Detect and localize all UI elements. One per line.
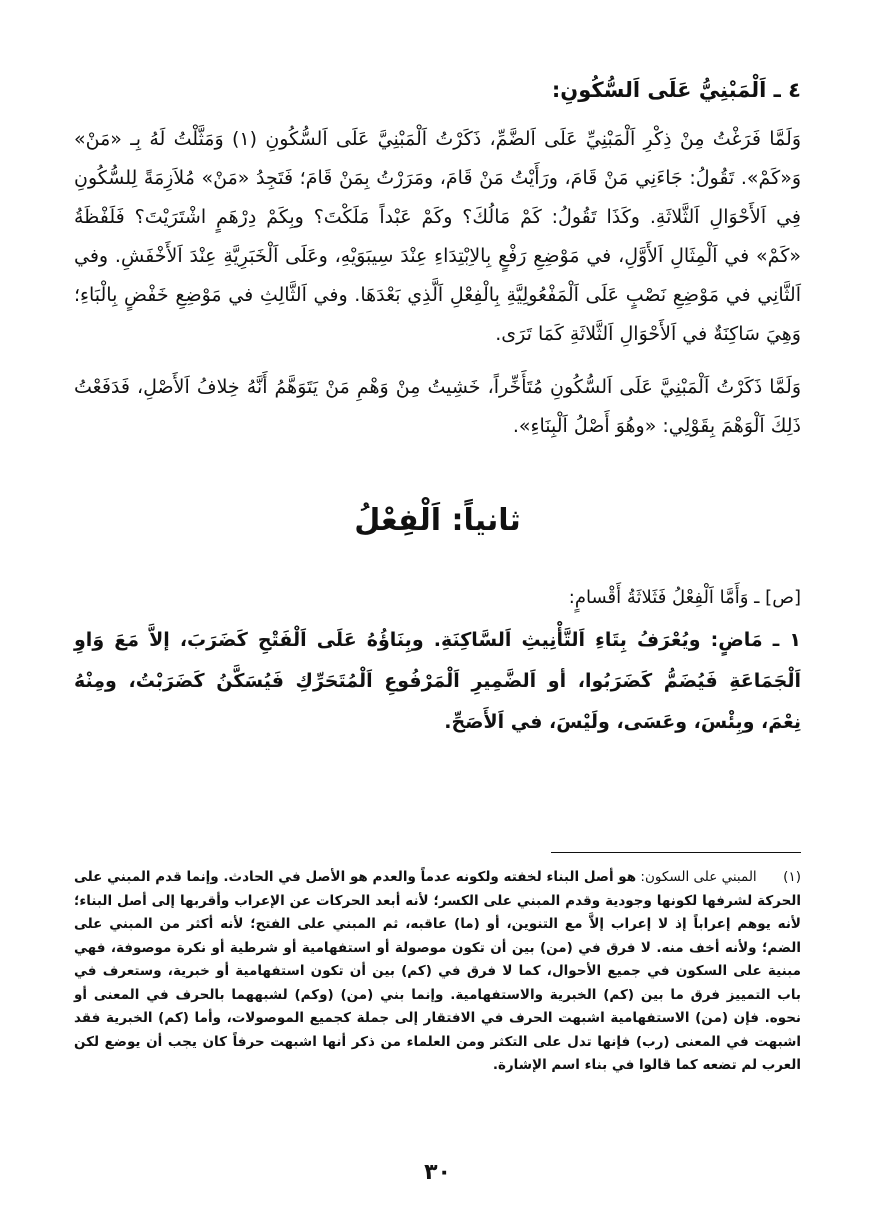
paragraph-1: وَلَمَّا فَرَغْتُ مِنْ ذِكْرِ اَلْمَبْنِيِّ عَلَى اَلضَّمِّ، ذَكَرْتُ اَلْمَبْنِيَّ عَلَى اَلسُّكُونِ (١) وَمَثَّلْتُ لَهُ بِـ «مَنْ» وَ«كَمْ». تَقُولُ: جَاءَنِي مَنْ قَامَ، ورَأَيْتُ مَنْ قَامَ، ومَرَرْتُ بِمَنْ قَامَ؛ فَتَجِدُ «مَنْ» مُلاَزِمَةً لِلسُّكُونِ فِي اَلأَحْوَالِ اَلثَّلاثَةِ. وكَذَا تَقُولُ: كَمْ مَالُكَ؟ وكَمْ عَبْداً مَلَكْتَ؟ وبِكَمْ دِرْهَمٍ اشْتَرَيْتَ؟ فَلَفْظَةُ «كَمْ» في اَلْمِثَالِ اَلأَوَّلِ، في مَوْضِعِ رَفْعٍ بِالاِبْتِدَاءِ عِنْدَ سِيبَوَيْهِ، وعَلَى اَلْخَبَرِيَّةِ عِنْدَ اَلأَخْفَشِ. وفي اَلثَّانِي في مَوْضِعِ نَصْبٍ عَلَى اَلْمَفْعُولِيَّةِ بِالْفِعْلِ اَلَّذِي بَعْدَهَا. وفي اَلثَّالِثِ في مَوْضِعِ خَفْضٍ بِالْبَاءِ؛ وَهِيَ سَاكِنَةٌ في اَلأَحْوَالِ اَلثَّلاثَةِ كَمَا تَرَى. — [74, 128, 801, 345]
footnote-divider — [551, 852, 801, 853]
text-body: ١ ـ مَاضٍ: ويُعْرَفُ بِتَاءِ اَلتَّأْنِيثِ اَلسَّاكِنَةِ. وبِنَاؤُهُ عَلَى اَلْفَتْحِ كَضَرَبَ، إلاَّ مَعَ وَاوِ اَلْجَمَاعَةِ فَيُضَمُّ كَضَرَبُوا، أو اَلضَّمِيرِ اَلْمَرْفُوعِ اَلْمُتَحَرِّكِ فَيُسَكَّنُ كَضَرَبْتُ، ومِنْهُ نِعْمَ، وبِئْسَ، وعَسَى، ولَيْسَ، في اَلأَصَحِّ. — [74, 629, 801, 733]
footnote-lead: المبني على السكون: — [640, 869, 757, 885]
section-title: ثانياً: اَلْفِعْلُ — [354, 503, 521, 538]
subsection-heading: ٤ ـ اَلْمَبْنِيُّ عَلَى اَلسُّكُونِ: — [551, 78, 801, 102]
page-number: ٣٠ — [424, 1160, 451, 1185]
footnote-number: (١) — [783, 869, 801, 885]
book-page — [74, 70, 801, 1190]
paragraph-2: وَلَمَّا ذَكَرْتُ اَلْمَبْنِيَّ عَلَى اَلسُّكُونِ مُتَأَخِّراً، خَشِيتُ مِنْ وَهْمِ مَنْ يَتَوَهَّمُ أَنَّهُ خِلافُ اَلأَصْلِ، فَدَفَعْتُ ذَلِكَ اَلْوَهْمَ بِقَوْلِي: «وهُوَ أَصْلُ اَلْبِنَاءِ». — [74, 376, 801, 437]
footnote — [74, 866, 801, 1078]
footnote-body: هو أصل البناء لخفته ولكونه عدماً والعدم هو الأصل في الحادث. وإنما قدم المبني على الحركة لشرفها لكونها وجودية وقدم المبني على الكسر؛ لأنه أبعد الحركات عن الإعراب وأقربها إلى أصل البناء؛ لأنه يوهم إعراباً إذ لا إعراب إلاَّ مع التنوين، أو (ما) عاقبه، ثم المبني على الفتح؛ لأنه أكثر من المبني على الضم؛ ولأنه أخف منه. لا فرق في (من) بين أن تكون موصولة أو استفهامية أو شرطية أو نكرة موصوفة، فهي مبنية على السكون في جميع الأحوال، كما لا فرق في (كم) بين أن تكون استفهامية أو خبرية، وستعرف في باب التمييز فرق ما بين (كم) الخبرية والاستفهامية. وإنما بني (من) (وكم) لشبههما بالحرف في المعنى أو نحوه. فإن (من) الاستفهامية اشبهت الحرف في الافتقار إلى جملة كجميع الموصولات، وأما (كم) الخبرية فقد اشبهت في المعنى (رب) فإنها تدل على التكثر ومن العلماء من ذكر أنها اشبهت حرفاً كان يجب أن يوضع لكن العرب لم تضعه كما قالوا في بناء اسم الإشارة. — [74, 869, 801, 1073]
text-intro: [ص] ـ وَأَمَّا اَلْفِعْلُ فَثَلاثَةُ أَقْسامٍ: — [568, 587, 801, 608]
